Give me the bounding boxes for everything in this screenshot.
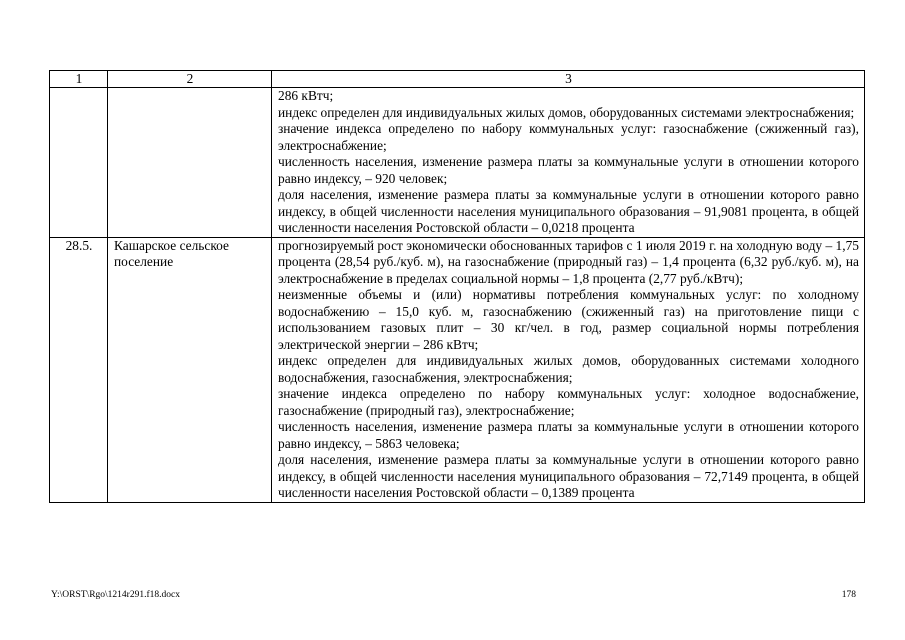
row-description	[272, 237, 865, 502]
row-number	[50, 88, 108, 238]
data-table	[49, 70, 865, 503]
paragraph: численность населения, изменение размера платы за коммунальные услуги в отношении которого равно индексу, – 5863 человека;	[278, 419, 859, 451]
paragraph: прогнозируемый рост экономически обоснованных тарифов с 1 июля 2019 г. на холодную воду – 1,75 процента (28,54 руб./куб. м), на газоснабжение (природный газ) – 1,4 процента (6,32 руб./куб. м), на электроснабжение в пределах социальной нормы – 1,8 процента (2,77 руб./кВтч);	[278, 237, 859, 286]
footer-file-path: Y:\ORST\Rgo\1214r291.f18.docx	[51, 590, 180, 600]
settlement-name	[108, 88, 272, 238]
paragraph: доля населения, изменение размера платы за коммунальные услуги в отношении которого равно индексу, в общей численности населения муниципального образования – 72,7149 процента, в общей численности населения Ростовской области – 0,1389 процента	[278, 452, 859, 500]
column-header-1: 1	[50, 71, 108, 88]
row-number: 28.5.	[50, 237, 108, 502]
paragraph: доля населения, изменение размера платы за коммунальные услуги в отношении которого равно индексу, в общей численности населения муниципального образования – 91,9081 процента, в общей численности населения Ростовской области – 0,0218 процента	[278, 187, 859, 235]
table-header-row	[50, 71, 865, 88]
table-row	[50, 88, 865, 238]
paragraph: значение индекса определено по набору коммунальных услуг: газоснабжение (сжиженный газ), электроснабжение;	[278, 121, 859, 153]
paragraph: значение индекса определено по набору коммунальных услуг: холодное водоснабжение, газоснабжение (природный газ), электроснабжение;	[278, 386, 859, 418]
paragraph: 286 кВтч;	[278, 88, 334, 103]
footer-page-number: 178	[841, 590, 856, 600]
settlement-name: Кашарское сельское поселение	[108, 237, 272, 502]
paragraph: индекс определен для индивидуальных жилых домов, оборудованных системами электроснабжения;	[278, 104, 855, 120]
paragraph: неизменные объемы и (или) нормативы потребления коммунальных услуг: по холодному водоснабжению – 15,0 куб. м, газоснабжению (сжиженный газ) на приготовление пищи с использованием газовых плит – 30 кг/чел. в год, размер социальной нормы потребления электрической энергии – 286 кВтч;	[278, 287, 859, 352]
column-header-3: 3	[272, 71, 865, 88]
paragraph: численность населения, изменение размера платы за коммунальные услуги в отношении которого равно индексу, – 920 человек;	[278, 154, 859, 186]
row-description	[272, 88, 865, 238]
paragraph: индекс определен для индивидуальных жилых домов, оборудованных системами холодного водоснабжения, газоснабжения, электроснабжения;	[278, 353, 859, 385]
column-header-2: 2	[108, 71, 272, 88]
table-row	[50, 237, 865, 502]
